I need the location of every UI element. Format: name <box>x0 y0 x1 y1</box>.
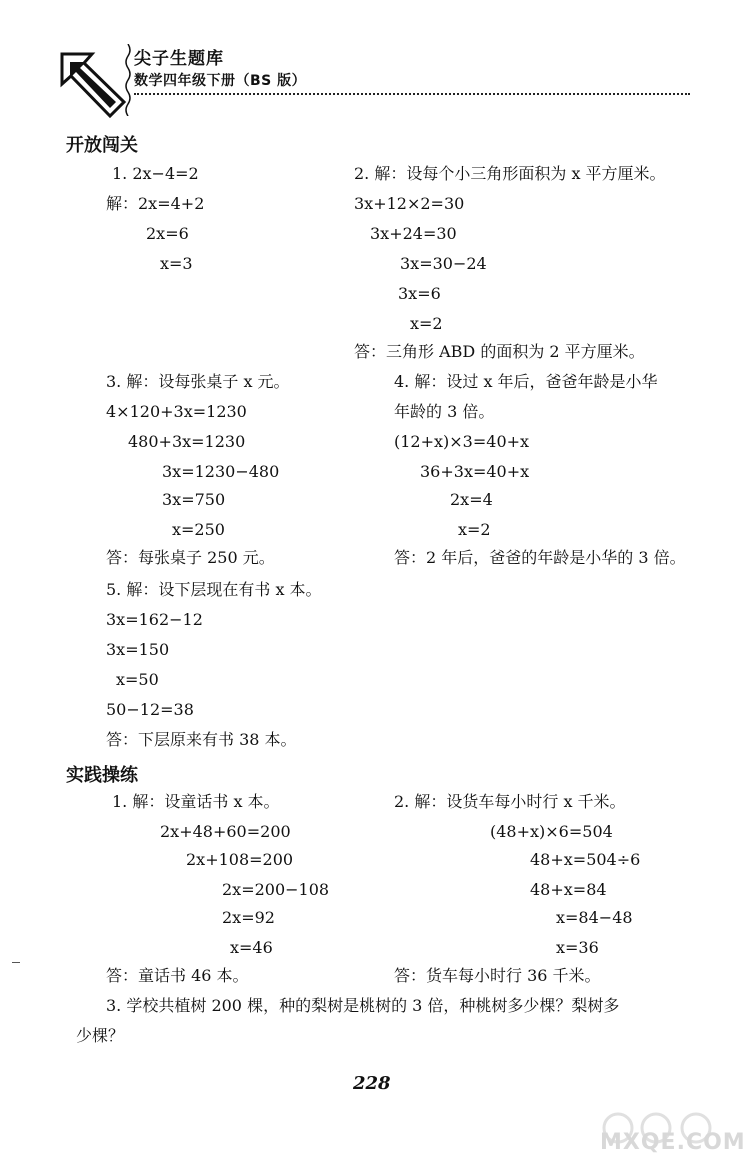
answer-line: 2x=92 <box>222 908 275 927</box>
answer-line: 答：三角形 ABD 的面积为 2 平方厘米。 <box>354 342 645 361</box>
answer-line: 年龄的 3 倍。 <box>394 402 495 421</box>
arrow-logo-icon <box>58 50 130 120</box>
answer-line: 2x+108=200 <box>186 850 294 869</box>
answer-line: 3x=30−24 <box>400 254 487 273</box>
answer-line: 2x=4 <box>450 490 493 509</box>
answer-line: 答：货车每小时行 36 千米。 <box>394 966 601 985</box>
answer-line: 3x=162−12 <box>106 610 203 629</box>
answer-line: 解：2x=4+2 <box>106 194 205 213</box>
answer-line: 2. 解：设货车每小时行 x 千米。 <box>394 792 626 811</box>
answer-line: 50−12=38 <box>106 700 194 719</box>
book-subtitle: 数学四年级下册（BS 版） <box>134 73 307 89</box>
answer-line: x=2 <box>410 314 443 333</box>
answer-line: 48+x=84 <box>530 880 607 899</box>
answer-line: 4. 解：设过 x 年后，爸爸年龄是小华 <box>394 372 658 391</box>
answer-line: 36+3x=40+x <box>420 462 530 481</box>
answer-line: 48+x=504÷6 <box>530 850 641 869</box>
page-number: 228 <box>353 1073 391 1094</box>
answer-line: x=3 <box>160 254 193 273</box>
answer-line: 答：下层原来有书 38 本。 <box>106 730 297 749</box>
header-divider <box>134 93 690 95</box>
answer-line: 5. 解：设下层现在有书 x 本。 <box>106 580 322 599</box>
answer-line: (48+x)×6=504 <box>490 822 613 841</box>
answer-line: 2. 解：设每个小三角形面积为 x 平方厘米。 <box>354 164 666 183</box>
answer-line: 3x=150 <box>106 640 170 659</box>
answer-line: (12+x)×3=40+x <box>394 432 530 451</box>
question-line: 少棵？ <box>76 1026 125 1045</box>
margin-mark <box>12 962 20 963</box>
book-title: 尖子生题库 <box>134 49 224 69</box>
answer-line: 2x=6 <box>146 224 189 243</box>
section-heading-open: 开放闯关 <box>66 135 138 156</box>
answer-line: 1. 解：设童话书 x 本。 <box>112 792 280 811</box>
answer-line: 3x=750 <box>162 490 226 509</box>
answer-line: x=46 <box>230 938 273 957</box>
answer-line: 答：童话书 46 本。 <box>106 966 249 985</box>
answer-line: 3x=6 <box>398 284 441 303</box>
answer-line: 2x+48+60=200 <box>160 822 291 841</box>
answer-line: x=84−48 <box>556 908 633 927</box>
answer-line: 4×120+3x=1230 <box>106 402 247 421</box>
question-line: 3. 学校共植树 200 棵，种的梨树是桃树的 3 倍，种桃树多少棵？梨树多 <box>106 996 620 1015</box>
answer-line: 答：2 年后，爸爸的年龄是小华的 3 倍。 <box>394 548 686 567</box>
answer-line: 3x+24=30 <box>370 224 457 243</box>
answer-line: 480+3x=1230 <box>128 432 246 451</box>
answer-line: 3x=1230−480 <box>162 462 280 481</box>
answer-line: x=50 <box>116 670 159 689</box>
answer-line: 3x+12×2=30 <box>354 194 465 213</box>
section-heading-practice: 实践操练 <box>66 765 138 786</box>
wavy-divider-icon <box>124 44 132 116</box>
answer-line: x=36 <box>556 938 599 957</box>
watermark-text: MXQE.COM <box>600 1130 746 1155</box>
answer-line: 2x=200−108 <box>222 880 330 899</box>
answer-line: 3. 解：设每张桌子 x 元。 <box>106 372 290 391</box>
answer-line: x=2 <box>458 520 491 539</box>
answer-line: x=250 <box>172 520 225 539</box>
answer-line: 1. 2x−4=2 <box>112 164 199 183</box>
answer-line: 答：每张桌子 250 元。 <box>106 548 275 567</box>
